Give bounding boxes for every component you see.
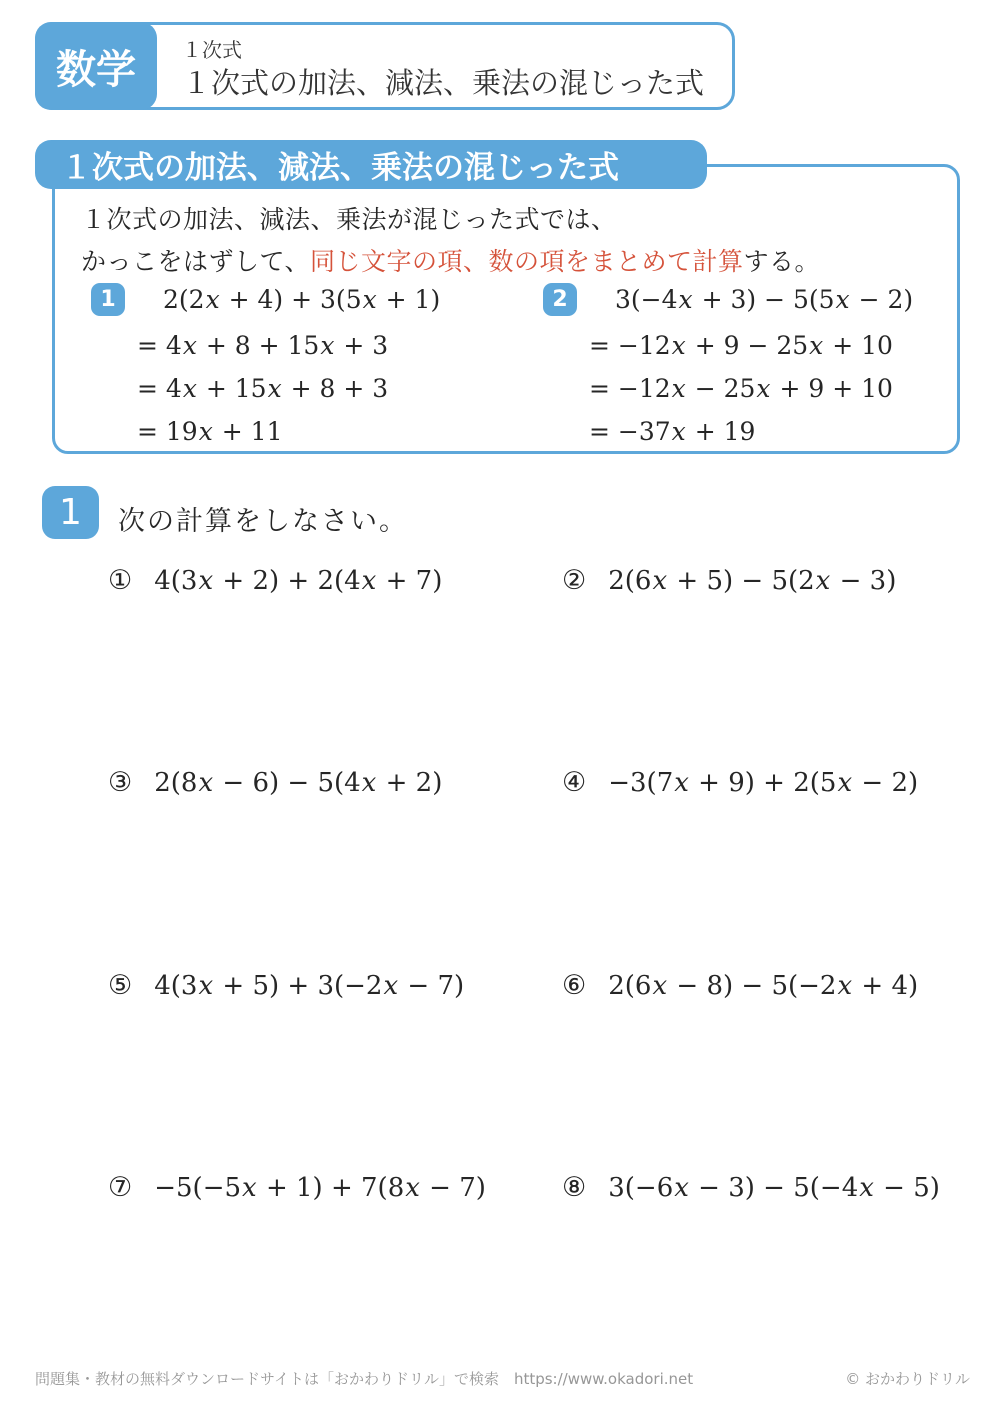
problem-number: ④ (562, 767, 587, 798)
explanation-line-2: かっこをはずして、同じ文字の項、数の項をまとめて計算する。 (81, 247, 821, 276)
highlighted-rule: 同じ文字の項、数の項をまとめて計算 (310, 247, 744, 276)
problem-6 (562, 970, 918, 1001)
problem-5 (108, 970, 464, 1001)
problem-expression: 4(3x + 5) + 3(−2x − 7) (154, 971, 465, 1001)
problem-8 (562, 1172, 940, 1203)
problem-number: ⑤ (108, 970, 133, 1001)
example-step: = −12x − 25x + 9 + 10 (589, 374, 893, 403)
unit-category: １次式 (182, 38, 242, 62)
example-step: = −37x + 19 (589, 417, 756, 446)
example-expression: 2(2x + 4) + 3(5x + 1) (163, 285, 441, 314)
explanation-text (81, 199, 820, 283)
worksheet-title: １次式の加法、減法、乗法の混じった式 (182, 66, 705, 100)
problem-expression: 2(6x + 5) − 5(2x − 3) (608, 566, 897, 596)
problem-expression: 2(6x − 8) − 5(−2x + 4) (608, 971, 919, 1001)
problem-expression: 2(8x − 6) − 5(4x + 2) (154, 768, 443, 798)
footer-copyright: © おかわりドリル (845, 1370, 970, 1388)
topic-banner: １次式の加法、減法、乗法の混じった式 (35, 140, 707, 189)
example-step: = 19x + 11 (137, 417, 283, 446)
worked-example-1 (91, 283, 521, 453)
problem-expression: −5(−5x + 1) + 7(8x − 7) (154, 1173, 486, 1203)
example-step: = −12x + 9 − 25x + 10 (589, 331, 893, 360)
footer-site-info: 問題集・教材の無料ダウンロードサイトは「おかわりドリル」で検索 https://www.okadori.net (35, 1370, 694, 1388)
explanation-box (52, 164, 960, 454)
section-number-badge: 1 (42, 486, 99, 539)
problem-number: ⑧ (562, 1172, 587, 1203)
worksheet-header (35, 22, 735, 110)
problem-expression: −3(7x + 9) + 2(5x − 2) (608, 768, 919, 798)
problem-number: ② (562, 565, 587, 596)
section-instruction: 次の計算をしなさい。 (118, 506, 408, 537)
problem-1 (108, 565, 442, 596)
example-step: = 4x + 15x + 8 + 3 (137, 374, 389, 403)
example-badge: 1 (91, 283, 125, 316)
example-step: = 4x + 8 + 15x + 3 (137, 331, 389, 360)
page-footer (35, 1368, 970, 1389)
problem-3 (108, 767, 442, 798)
problem-number: ⑦ (108, 1172, 133, 1203)
problem-7 (108, 1172, 486, 1203)
problem-number: ⑥ (562, 970, 587, 1001)
problem-number: ③ (108, 767, 133, 798)
worked-example-2 (543, 283, 973, 453)
problem-expression: 4(3x + 2) + 2(4x + 7) (154, 566, 443, 596)
example-expression: 3(−4x + 3) − 5(5x − 2) (615, 285, 914, 314)
problem-expression: 3(−6x − 3) − 5(−4x − 5) (608, 1173, 940, 1203)
explanation-line-1: １次式の加法、減法、乗法が混じった式では、 (81, 205, 617, 234)
problem-4 (562, 767, 918, 798)
subject-badge: 数学 (35, 22, 157, 110)
problem-number: ① (108, 565, 133, 596)
header-titles (154, 25, 704, 107)
example-badge: 2 (543, 283, 577, 316)
problem-2 (562, 565, 896, 596)
